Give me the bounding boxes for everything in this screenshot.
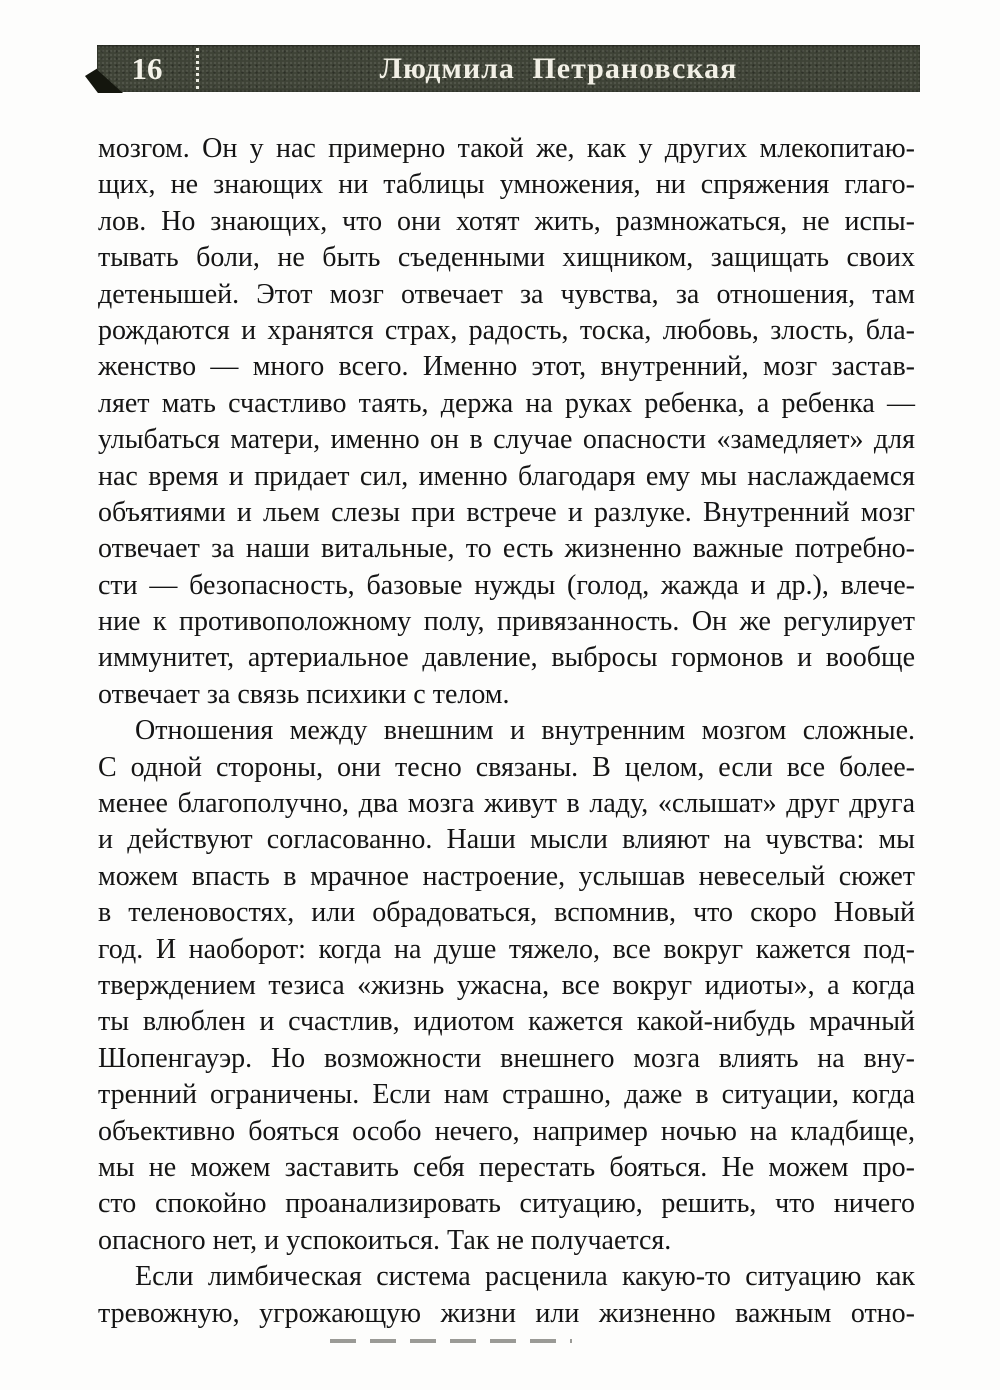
text-line: ты влюблен и счастлив, идиотом кажется какой-нибудь мрачный: [98, 1006, 915, 1038]
text-line: год. И наоборот: когда на душе тяжело, все вокруг кажется под-: [98, 933, 915, 965]
text-line: ние к противоположному полу, привязанность. Он же регулирует: [98, 606, 915, 638]
running-header-author: Людмила Петрановская: [379, 52, 738, 85]
text-line: улыбаться матери, именно он в случае опасности «замедляет» для: [98, 424, 915, 456]
text-line: женство — много всего. Именно этот, внутренний, мозг застав-: [98, 351, 915, 383]
text-line: тренний ограничены. Если нам страшно, даже в ситуации, когда: [98, 1079, 915, 1111]
text-block: [98, 131, 915, 1332]
text-line: и действуют согласованно. Наши мысли влияют на чувства: мы: [98, 824, 915, 856]
text-line: можем впасть в мрачное настроение, услышав невеселый сюжет: [98, 860, 915, 892]
page-number: 16: [131, 51, 163, 86]
text-line: Отношения между внешним и внутренним мозгом сложные.: [135, 715, 915, 747]
text-line: менее благополучно, два мозга живут в ладу, «слышат» друг друга: [98, 788, 915, 820]
text-line: опасного нет, и успокоиться. Так не получается.: [98, 1224, 672, 1256]
text-line: объективно бояться особо нечего, например ночью на кладбище,: [98, 1115, 915, 1147]
text-line: отвечает за наши витальные, то есть жизненно важные потребно-: [98, 533, 915, 565]
text-line: Шопенгауэр. Но возможности внешнего мозга влиять на вну-: [98, 1042, 915, 1074]
text-line: сто спокойно проанализировать ситуацию, решить, что ничего: [98, 1188, 915, 1220]
text-line: С одной стороны, они тесно связаны. В целом, если все более-: [98, 751, 915, 783]
text-line: сти — безопасность, базовые нужды (голод, жажда и др.), влече-: [98, 569, 915, 601]
text-line: мозгом. Он у нас примерно такой же, как у других млекопитаю-: [98, 133, 915, 164]
text-line: в теленовостях, или обрадоваться, вспомнив, что скоро Новый: [98, 897, 915, 929]
cutoff-text-fragment: [330, 1339, 572, 1343]
text-line: объятиями и льем слезы при встрече и разлуке. Внутренний мозг: [98, 496, 915, 528]
text-line: иммунитет, артериальное давление, выбросы гормонов и вообще: [98, 642, 915, 674]
text-line: тревожную, угрожающую жизни или жизненно важным отно-: [98, 1297, 915, 1329]
text-line: мы не можем заставить себя перестать бояться. Не можем про-: [98, 1151, 915, 1183]
text-line: ляет мать счастливо таять, держа на руках ребенка, а ребенка —: [98, 387, 915, 419]
text-line: лов. Но знающих, что они хотят жить, размножаться, не испы-: [98, 205, 915, 237]
text-line: тверждением тезиса «жизнь ужасна, все вокруг идиоты», а когда: [98, 969, 915, 1001]
text-line: отвечает за связь психики с телом.: [98, 678, 510, 710]
text-line: детенышей. Этот мозг отвечает за чувства, за отношения, там: [98, 278, 915, 310]
text-line: щих, не знающих ни таблицы умножения, ни спряжения глаго-: [98, 169, 915, 201]
text-line: рождаются и хранятся страх, радость, тоска, любовь, злость, бла-: [98, 314, 915, 346]
text-line: тывать боли, не быть съеденными хищником, защищать своих: [98, 242, 915, 274]
text-line: нас время и придает сил, именно благодаря ему мы наслаждаемся: [98, 460, 915, 492]
text-line: Если лимбическая система расценила какую-то ситуацию как: [135, 1261, 915, 1293]
